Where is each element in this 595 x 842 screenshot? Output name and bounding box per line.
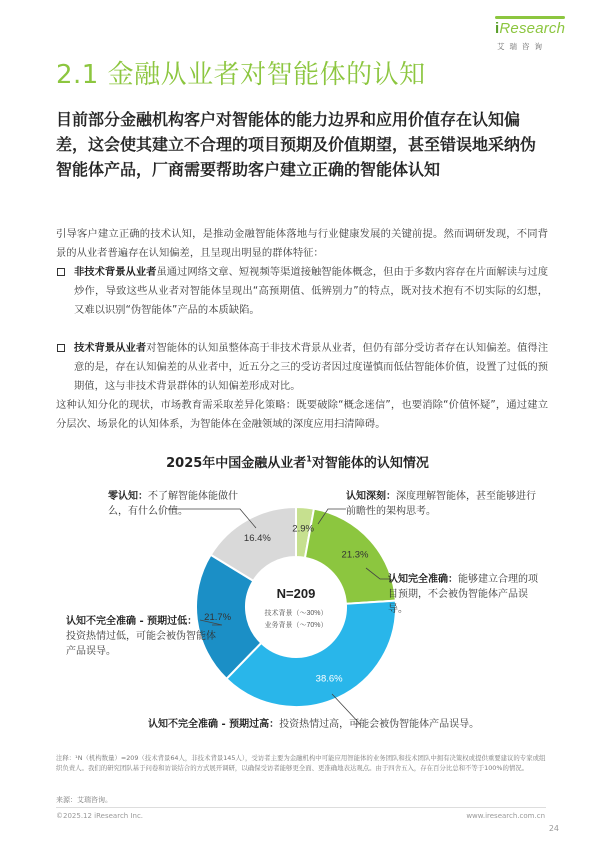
center-biz: 业务背景（～70%） xyxy=(264,622,328,629)
bullet-non-tech xyxy=(56,263,548,320)
conclusion-paragraph: 这种认知分化的现状，市场教育需采取差异化策略：既要破除“概念迷信”，也要消除“价值怀疑”，通过建立分层次、场景化的认知体系，为智能体在金融领域的深度应用扫清障碍。 xyxy=(56,399,548,430)
label-expectation-high: 认知不完全准确 - 预期过高：投资热情过高，可能会被伪智能体产品误导。 xyxy=(148,719,480,730)
section-title: 2.1 金融从业者对智能体的认知 xyxy=(56,60,426,90)
page-number: 24 xyxy=(548,824,559,833)
source-note: 来源：艾瑞咨询。 xyxy=(56,796,112,804)
footer-divider xyxy=(56,807,546,808)
slice-value-label: 21.3% xyxy=(341,549,369,561)
label-deep-cognition: 认知深刻：深度理解智能体，甚至能够进行前瞻性的架构思考。 xyxy=(346,491,536,517)
slice-value-label: 16.4% xyxy=(243,533,271,545)
lead-summary: 目前部分金融机构客户对智能体的能力边界和应用价值存在认知偏差，这会使其建立不合理的项目预期及价值期望，甚至错误地采纳伪智能体产品，厂商需要帮助客户建立正确的智能体认知 xyxy=(56,110,537,179)
logo-wordmark: iResearch xyxy=(495,20,566,37)
bullet-head: 技术背景从业者 xyxy=(74,342,147,354)
bullet-text: 对智能体的认知虽整体高于非技术背景从业者，但仍有部分受访者存在认知偏差。值得注意的是，存在认知偏差的从业者中，近五分之三的受访者因过度谨慎而低估智能体价值，设置了过低的预期值，这与非技术背景群体的认知偏差形成对比。 xyxy=(74,342,549,392)
footnote: 注释：¹N（机构数量）=209（技术背景64人，非技术背景145人），受访者主要为金融机构中可能应用智能体的业务团队和技术团队中拥有决策权或提供重要建议的专家或组织负责人。我们的研究团队基于问卷和访谈结合的方式展开调研，以确保受访者能够更全面、更准确地表达观点。由于四舍五入，存在百分比总和不等于100%的情况。 xyxy=(56,754,546,772)
slice-value-label: 38.6% xyxy=(315,673,343,685)
logo-subtitle: 艾瑞咨询 xyxy=(497,42,547,51)
label-zero-cognition: 零认知：不了解智能体能做什么，有什么价值。 xyxy=(108,491,238,517)
center-tech: 技术背景（～30%） xyxy=(264,610,328,617)
center-n: N=209 xyxy=(276,586,316,601)
slice-value-label: 21.7% xyxy=(204,611,232,623)
label-fully-accurate: 认知完全准确：能够建立合理的项目预期，不会被伪智能体产品误导。 xyxy=(388,574,538,615)
label-expectation-low: 认知不完全准确 - 预期过低： 投资热情过低，可能会被伪智能体产品误导。 xyxy=(66,616,216,657)
bullet-head: 非技术背景从业者 xyxy=(74,266,157,278)
intro-paragraph: 引导客户建立正确的技术认知，是推动金融智能体落地与行业健康发展的关键前提。然而调研发现，不同背景的从业者普遍存在认知偏差，且呈现出明显的群体特征： xyxy=(56,228,548,259)
iresearch-logo xyxy=(487,14,573,54)
copyright: ©2025.12 iResearch Inc. xyxy=(56,812,144,820)
bullet-tech xyxy=(56,339,548,396)
website-link[interactable]: www.iresearch.com.cn xyxy=(466,812,545,820)
slice-value-label: 2.9% xyxy=(292,523,314,535)
checkbox-bullet-icon xyxy=(57,344,65,352)
chart-title: 2025年中国金融从业者$^1$对智能体的认知情况 xyxy=(166,454,429,471)
logo-bar xyxy=(495,16,565,19)
bullet-text: 虽通过网络文章、短视频等渠道接触智能体概念，但由于多数内容存在片面解读与过度炒作，导致这些从业者对智能体呈现出“高预期值、低辨别力”的特点，既对技术抱有不切实际的幻想，又难以识别“伪智能体”产品的本质缺陷。 xyxy=(74,266,548,316)
checkbox-bullet-icon xyxy=(57,268,65,276)
